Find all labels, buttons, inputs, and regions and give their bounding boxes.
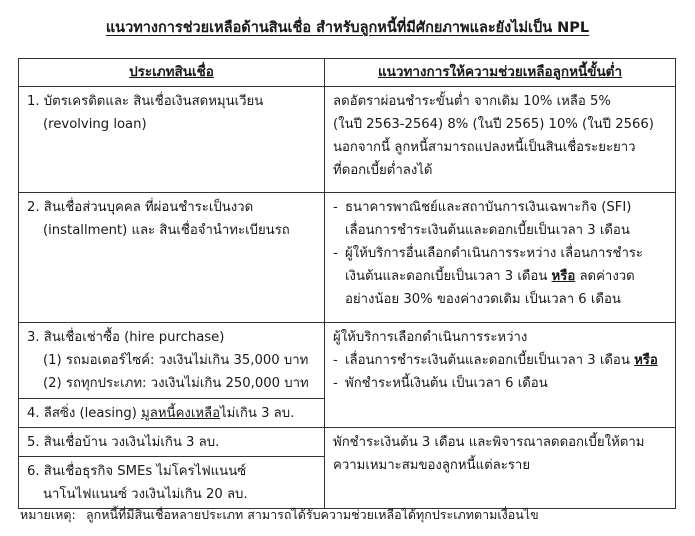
guideline-bullet	[333, 196, 667, 242]
guideline-line: นอกจากนี้ ลูกหนี้สามารถแปลงหนี้เป็นสินเชื่อระยะยาว	[333, 140, 636, 155]
guideline-text: เงินต้นและดอกเบี้ยเป็นเวลา 3 เดือน	[345, 269, 552, 284]
document-title	[0, 16, 695, 39]
guideline-line: (ในปี 2563-2564) 8% (ในปี 2565) 10% (ในปี 2566)	[333, 117, 654, 132]
bullet-dash: -	[333, 200, 338, 215]
guideline-line: ที่ดอกเบี้ยต่ำลงได้	[333, 163, 433, 178]
guideline-line: อย่างน้อย 30% ของค่างวดเดิม เป็นเวลา 6 เดือน	[345, 292, 621, 307]
bullet-dash: -	[333, 376, 338, 391]
table-row	[19, 428, 676, 457]
loan-type-cell	[19, 457, 325, 509]
footnote-label: หมายเหตุ:	[20, 507, 76, 522]
guideline-text: เลื่อนการชำระเงินต้นและดอกเบี้ยเป็นเวลา 3 เดือน	[345, 353, 635, 368]
loan-type-line: 2. สินเชื่อส่วนบุคคล ที่ผ่อนชำระเป็นงวด	[27, 200, 254, 215]
loan-type-cell	[19, 428, 325, 457]
or-emphasis: หรือ	[634, 353, 658, 368]
outstanding-debt-emphasis: มูลหนี้คงเหลือ	[141, 406, 221, 421]
loan-type-line: 5. สินเชื่อบ้าน วงเงินไม่เกิน 3 ลบ.	[27, 435, 220, 450]
loan-type-line: (installment) และ สินเชื่อจำนำทะเบียนรถ	[43, 223, 290, 238]
header-row	[19, 59, 676, 87]
loan-type-line: 6. สินเชื่อธุรกิจ SMEs ไม่โครไฟแนนซ์	[27, 464, 247, 479]
guideline-line: ธนาคารพาณิชย์และสถาบันการเงินเฉพาะกิจ (SFI)	[345, 200, 632, 215]
bullet-dash: -	[333, 353, 338, 368]
guideline-text: ลดค่างวด	[575, 269, 635, 284]
guideline-cell	[325, 87, 676, 193]
or-emphasis: หรือ	[551, 269, 576, 284]
loan-type-subline: (1) รถมอเตอร์ไซค์: วงเงินไม่เกิน 35,000 บาท	[43, 353, 309, 368]
guideline-line: ผู้ให้บริการอื่นเลือกดำเนินการระหว่าง เลื่อนการชำระ	[345, 246, 644, 261]
footnote	[20, 505, 539, 525]
table-row	[19, 193, 676, 323]
guideline-intro: ผู้ให้บริการเลือกดำเนินการระหว่าง	[333, 330, 528, 345]
loan-type-cell	[19, 87, 325, 193]
guideline-bullet	[333, 242, 667, 311]
header-assistance-guideline: แนวทางการให้ความช่วยเหลือลูกหนี้ขั้นต่ำ	[325, 59, 676, 87]
guideline-line: พักชำระเงินต้น 3 เดือน และพิจารณาลดดอกเบี้ยให้ตาม	[333, 435, 645, 450]
loan-type-subline: (2) รถทุกประเภท: วงเงินไม่เกิน 250,000 บาท	[43, 376, 309, 391]
bullet-dash: -	[333, 246, 338, 261]
title-text: แนวทางการช่วยเหลือด้านสินเชื่อ สำหรับลูกหนี้ที่มีศักยภาพและยังไม่เป็น NPL	[105, 20, 590, 36]
guideline-line	[345, 265, 643, 288]
guideline-line: เลื่อนการชำระเงินต้นและดอกเบี้ยเป็นเวลา 3 เดือน	[345, 223, 630, 238]
loan-type-cell	[19, 399, 325, 428]
credit-assistance-table	[18, 58, 676, 509]
guideline-cell	[325, 428, 676, 509]
loan-type-line: 1. บัตรเครดิตและ สินเชื่อเงินสดหมุนเวียน	[27, 94, 264, 109]
loan-type-cell	[19, 323, 325, 399]
footnote-text: ลูกหนี้ที่มีสินเชื่อหลายประเภท สามารถได้รับความช่วยเหลือได้ทุกประเภทตามเงื่อนไข	[86, 507, 539, 522]
loan-type-line: นาโนไฟแนนซ์ วงเงินไม่เกิน 20 ลบ.	[43, 487, 248, 502]
guideline-line: ลดอัตราผ่อนชำระขั้นต่ำ จากเดิม 10% เหลือ 5%	[333, 94, 611, 109]
header-loan-type: ประเภทสินเชื่อ	[19, 59, 325, 87]
loan-type-line: (revolving loan)	[43, 117, 147, 132]
guideline-cell	[325, 193, 676, 323]
table-row	[19, 87, 676, 193]
loan-type-text: 4. ลีสซิ่ง (leasing)	[27, 406, 142, 421]
guideline-bullet	[333, 372, 667, 395]
loan-type-cell	[19, 193, 325, 323]
loan-type-text: ไม่เกิน 3 ลบ.	[220, 406, 295, 421]
guideline-text: พักชำระหนี้เงินต้น เป็นเวลา 6 เดือน	[345, 376, 548, 391]
guideline-line: ความเหมาะสมของลูกหนี้แต่ละราย	[333, 458, 531, 473]
table-row	[19, 323, 676, 399]
guideline-bullet	[333, 349, 667, 372]
guideline-cell	[325, 323, 676, 428]
loan-type-line: 3. สินเชื่อเช่าซื้อ (hire purchase)	[27, 330, 225, 345]
